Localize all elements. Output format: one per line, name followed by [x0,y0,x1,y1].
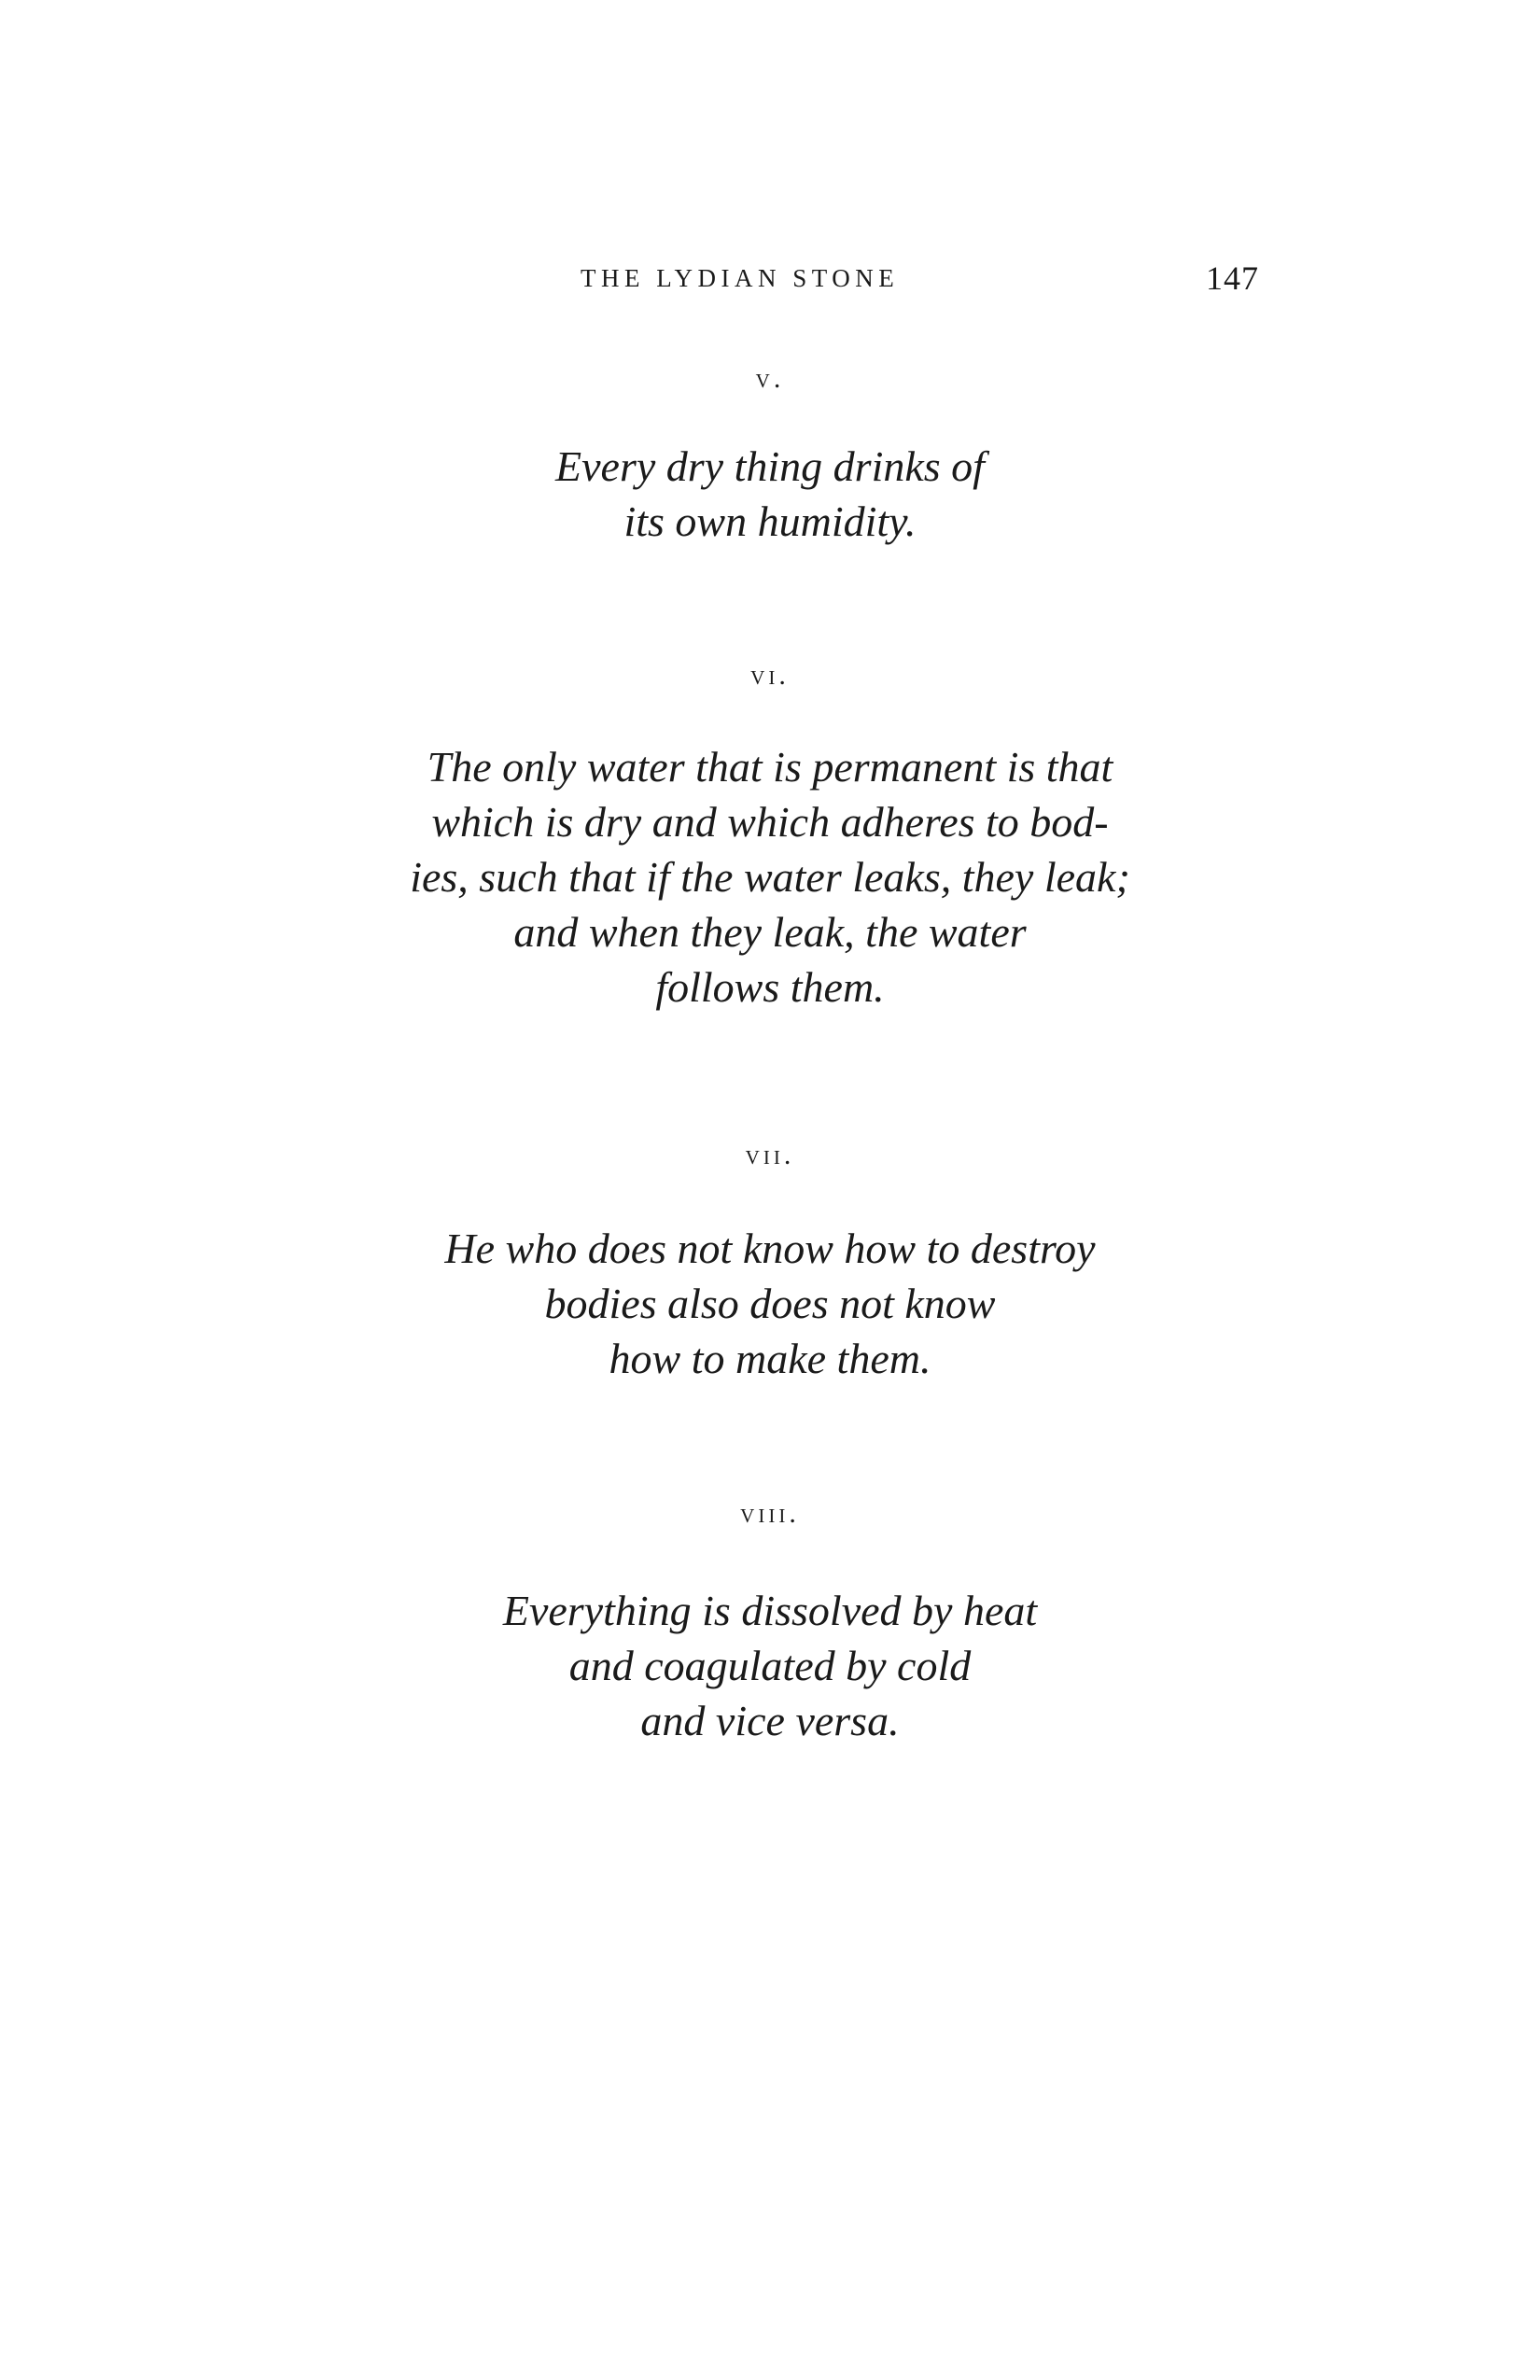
maxim-line: its own humidity. [623,497,917,545]
running-title: THE LYDIAN STONE [581,264,900,292]
maxim-line: how to make them. [609,1335,931,1382]
section-numeral-viii: viii. [740,1498,800,1529]
maxim-line: Everything is dissolved by heat [502,1587,1038,1634]
maxim-viii [0,1583,1540,1748]
maxim-line: bodies also does not know [544,1280,996,1327]
page-number: 147 [1206,259,1259,297]
maxim-line: ies, such that if the water leaks, they leak; [410,853,1130,901]
maxim-vii [0,1221,1540,1386]
section-numeral-vi: vi. [750,660,790,691]
maxim-line: The only water that is permanent is that [427,743,1113,791]
maxim-line: He who does not know how to destroy [444,1225,1096,1272]
maxim-line: and when they leak, the water [513,908,1027,956]
running-head [0,259,1540,301]
maxim-line: and coagulated by cold [568,1642,972,1689]
maxim-vi [0,739,1540,1015]
maxim-line: and vice versa. [640,1697,900,1744]
maxim-line: follows them. [655,963,885,1011]
section-numeral-vii: vii. [745,1140,795,1170]
maxim-line: which is dry and which adheres to bod- [431,798,1109,846]
maxim-line: Every dry thing drinks of [555,442,985,490]
maxim-v [0,439,1540,549]
section-numeral-v: v. [755,363,785,394]
